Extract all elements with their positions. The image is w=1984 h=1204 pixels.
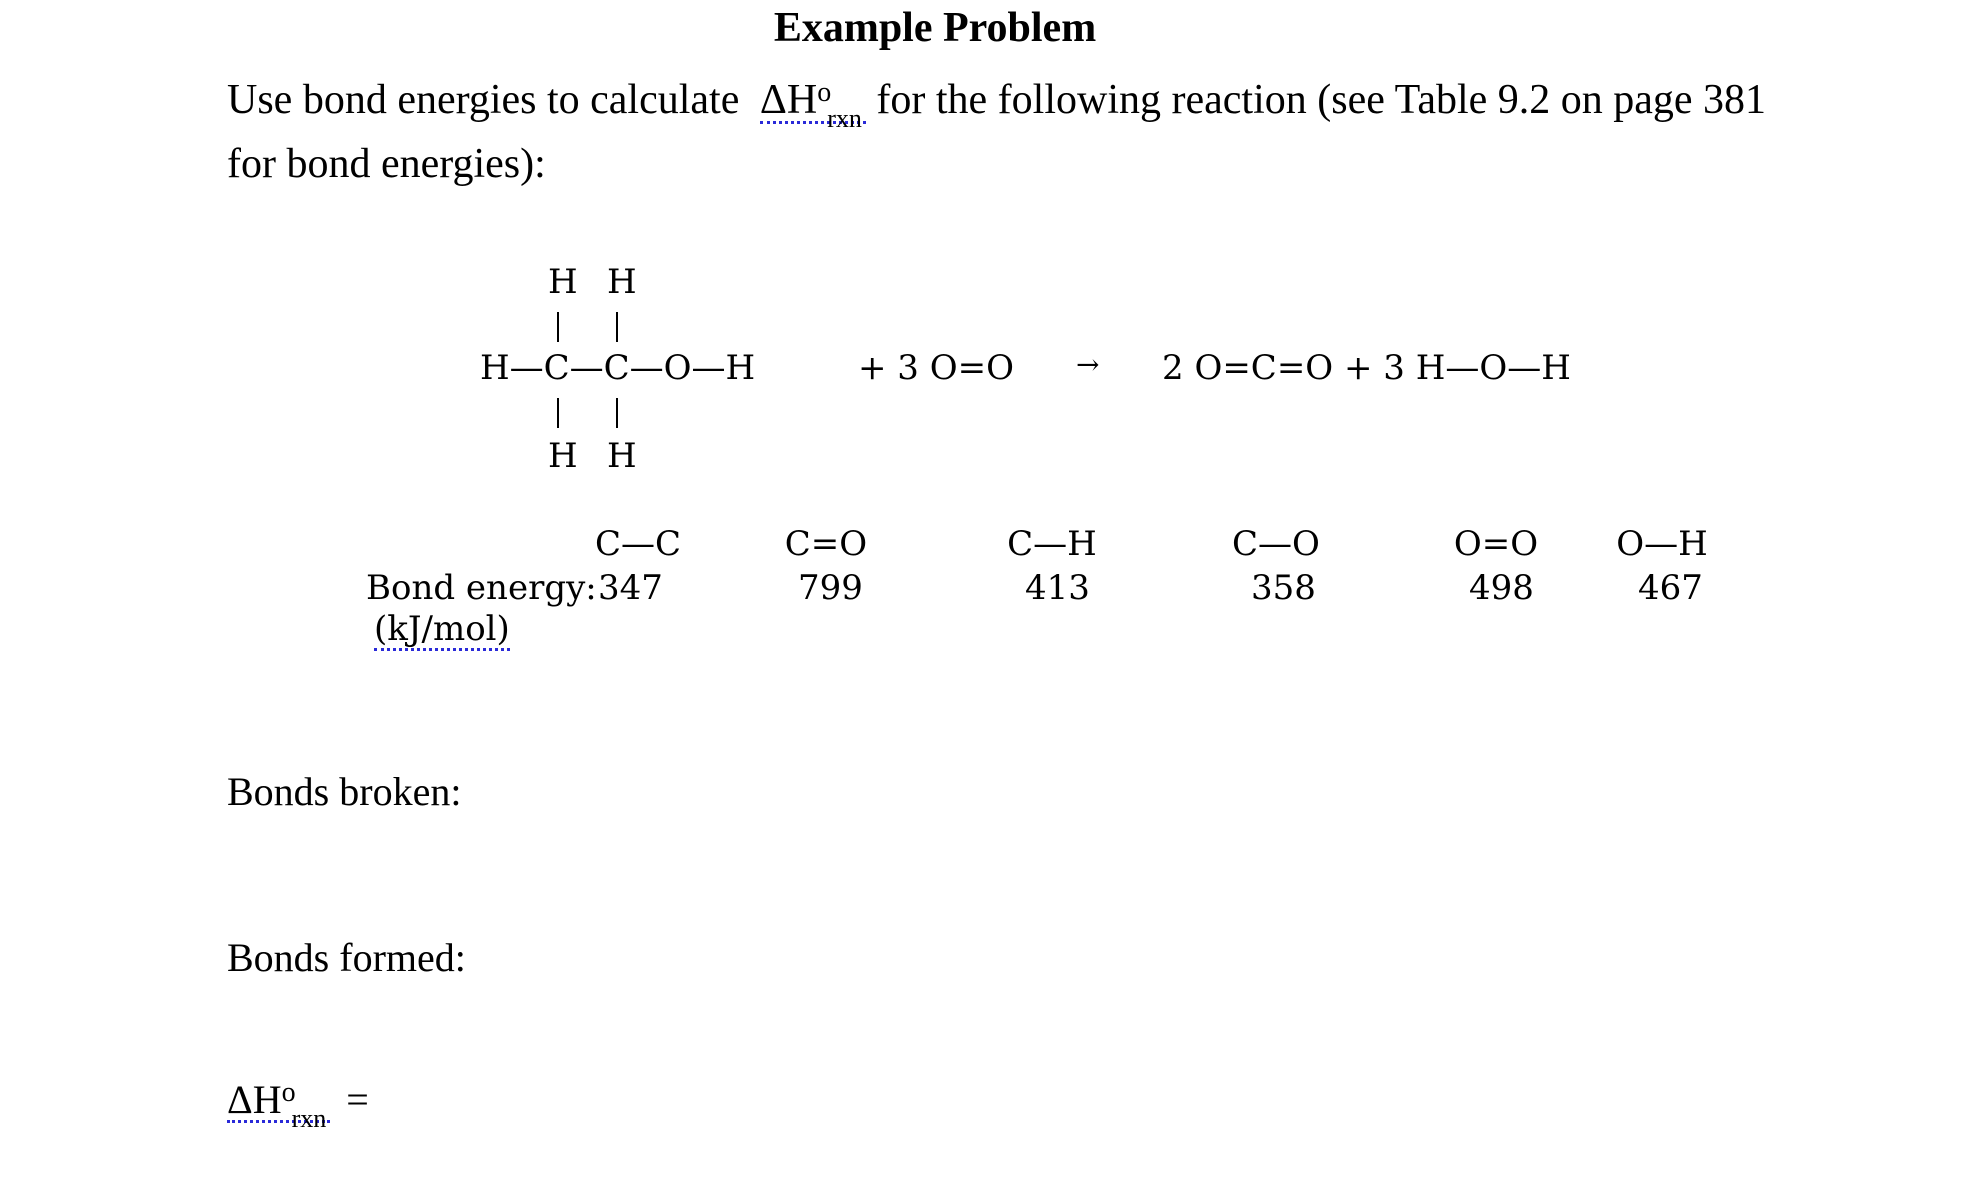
bond-energy-label: Bond energy: — [366, 568, 597, 608]
delta-h-symbol: ΔH — [759, 77, 818, 123]
bond-line-top-2 — [616, 312, 618, 342]
bond-name: C—O — [1232, 524, 1320, 564]
final-delta-h — [227, 1076, 369, 1133]
ethanol-top-h1: H — [548, 262, 578, 302]
final-delta-h-symbol: ΔH — [227, 1077, 282, 1122]
ethanol-top-h2: H — [607, 262, 637, 302]
intro-text-before: Use bond energies to calculate — [227, 77, 740, 123]
reactant-oxygen: + 3 O=O — [858, 348, 1014, 388]
page-title: Example Problem — [773, 5, 1097, 51]
ethanol-bottom-h2: H — [607, 436, 637, 476]
intro-line-1 — [227, 68, 1766, 132]
delta-h-rxn — [759, 77, 866, 133]
degree-superscript: o — [817, 77, 832, 108]
bond-name: C=O — [784, 524, 868, 564]
bond-line-top-1 — [557, 312, 559, 342]
reaction-arrow: → — [1076, 348, 1100, 381]
bond-energy-value: 347 — [598, 568, 663, 608]
bond-energy-value: 358 — [1251, 568, 1316, 608]
intro-text-after: for the following reaction (see Table 9.2 on page 381 — [876, 77, 1767, 123]
final-rxn-subscript: rxn — [291, 1104, 327, 1133]
bond-line-bottom-2 — [616, 398, 618, 428]
bonds-broken-label: Bonds broken: — [227, 769, 462, 814]
rxn-subscript: rxn — [827, 104, 862, 133]
bond-name: C—C — [594, 524, 682, 564]
ethanol-bottom-h1: H — [548, 436, 578, 476]
final-delta-h-rxn — [227, 1077, 330, 1133]
bond-energy-value: 413 — [1025, 568, 1090, 608]
final-degree-superscript: o — [281, 1077, 296, 1108]
reaction-products: 2 O=C=O + 3 H—O—H — [1162, 348, 1571, 388]
intro-line-2: for bond energies): — [227, 141, 546, 187]
bond-energy-value: 799 — [798, 568, 863, 608]
bond-name: C—H — [1007, 524, 1097, 564]
ethanol-main-chain: H—C—C—O—H — [480, 348, 756, 388]
bond-line-bottom-1 — [557, 398, 559, 428]
bond-energy-value: 467 — [1638, 568, 1703, 608]
bond-energy-units: (kJ/mol) — [374, 609, 510, 649]
equals-sign: = — [346, 1077, 369, 1122]
bonds-formed-label: Bonds formed: — [227, 935, 466, 980]
bond-energy-value: 498 — [1469, 568, 1534, 608]
bond-name: O=O — [1453, 524, 1539, 564]
bond-name: O—H — [1616, 524, 1708, 564]
